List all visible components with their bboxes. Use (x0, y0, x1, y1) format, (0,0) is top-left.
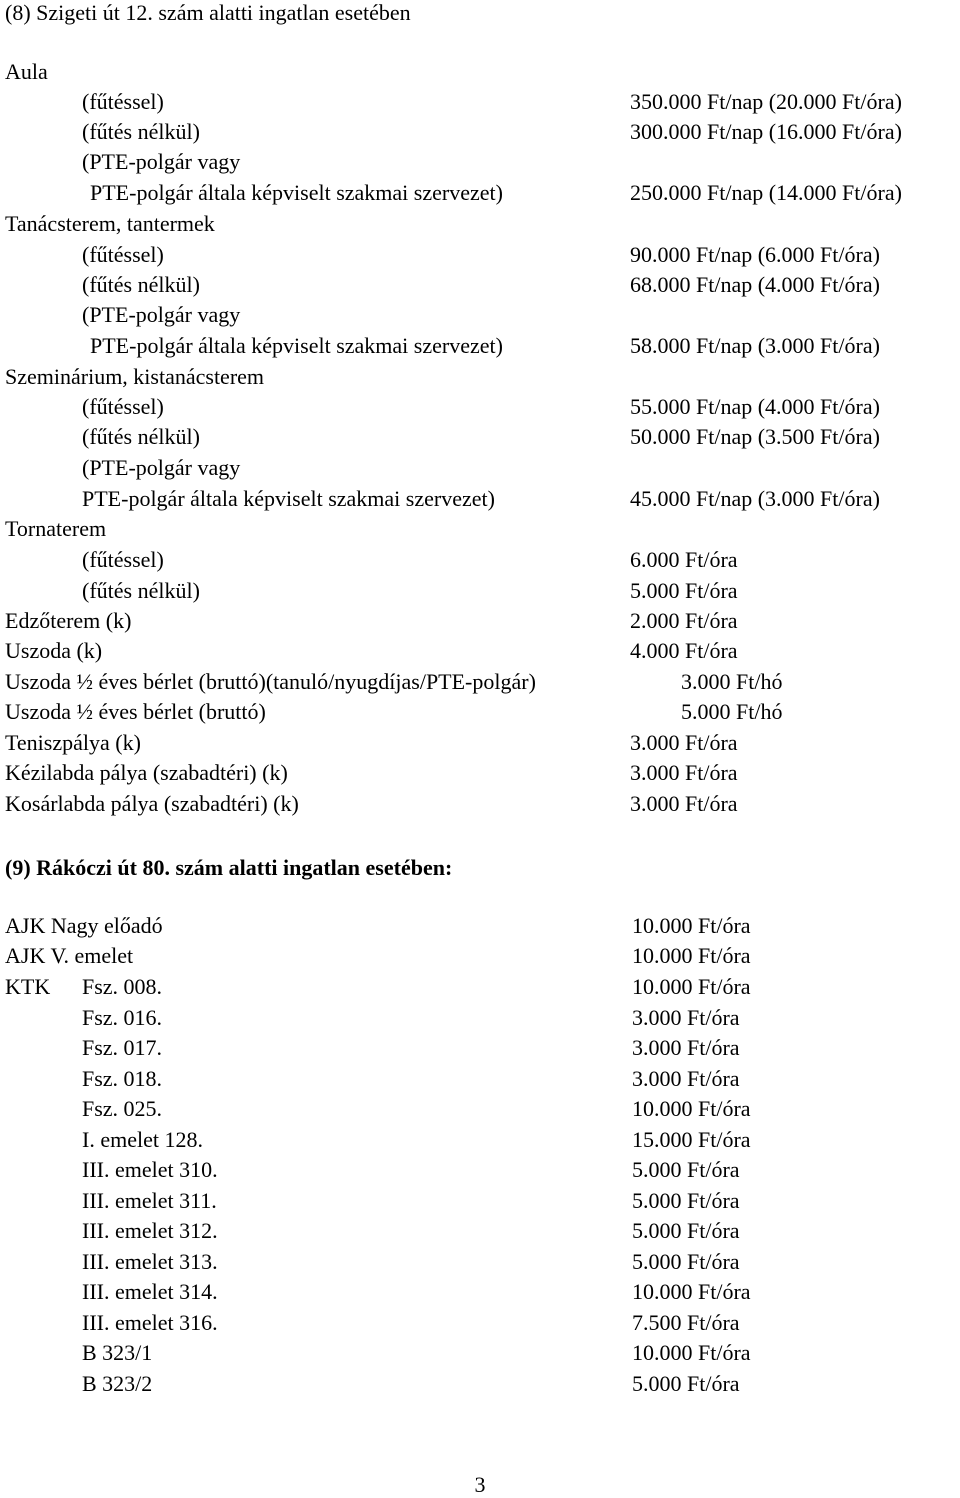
row-value: 3.000 Ft/óra (632, 1066, 740, 1091)
section-9-title: (9) Rákóczi út 80. szám alatti ingatlan esetében: (5, 855, 453, 880)
price-row (0, 1338, 960, 1368)
row-label: Szeminárium, kistanácsterem (5, 364, 265, 389)
price-row (0, 117, 960, 147)
row-value: 50.000 Ft/nap (3.500 Ft/óra) (630, 424, 880, 449)
price-row (0, 362, 960, 392)
price-row (0, 300, 960, 330)
row-label: Uszoda ½ éves bérlet (bruttó) (5, 699, 266, 724)
price-row (0, 1186, 960, 1216)
price-row (0, 484, 960, 514)
row-label: PTE-polgár általa képviselt szakmai szervezet) (90, 333, 503, 358)
row-label: (fűtés nélkül) (82, 578, 200, 603)
row-label: Fsz. 008. (82, 974, 163, 999)
price-row (0, 1247, 960, 1277)
price-row (0, 576, 960, 606)
row-label: Edzőterem (k) (5, 608, 132, 633)
row-label: III. emelet 310. (82, 1157, 218, 1182)
price-row (0, 422, 960, 452)
row-label: I. emelet 128. (82, 1127, 203, 1152)
row-value: 3.000 Ft/óra (632, 1035, 740, 1060)
row-label: B 323/1 (82, 1340, 153, 1365)
row-label: Fsz. 017. (82, 1035, 163, 1060)
price-row (0, 758, 960, 788)
row-label: (fűtéssel) (82, 242, 164, 267)
price-row (0, 1277, 960, 1307)
row-value: 10.000 Ft/óra (632, 1279, 751, 1304)
row-label: Uszoda (k) (5, 638, 103, 663)
row-label: III. emelet 311. (82, 1188, 217, 1213)
row-value: 55.000 Ft/nap (4.000 Ft/óra) (630, 394, 880, 419)
row-value: 10.000 Ft/óra (632, 1096, 751, 1121)
row-value: 90.000 Ft/nap (6.000 Ft/óra) (630, 242, 880, 267)
row-group: AJK V. emelet (5, 943, 134, 968)
row-value: 45.000 Ft/nap (3.000 Ft/óra) (630, 486, 880, 511)
row-value: 58.000 Ft/nap (3.000 Ft/óra) (630, 333, 880, 358)
row-value: 10.000 Ft/óra (632, 913, 751, 938)
price-row (0, 606, 960, 636)
price-row (0, 331, 960, 361)
price-row (0, 514, 960, 544)
row-label: (fűtéssel) (82, 89, 164, 114)
row-value: 5.000 Ft/óra (632, 1157, 740, 1182)
row-value: 5.000 Ft/hó (681, 699, 783, 724)
price-row (0, 911, 960, 941)
price-row (0, 728, 960, 758)
price-row (0, 1216, 960, 1246)
row-value: 10.000 Ft/óra (632, 1340, 751, 1365)
price-row (0, 240, 960, 270)
row-label: PTE-polgár általa képviselt szakmai szervezet) (90, 180, 503, 205)
price-row (0, 270, 960, 300)
row-value: 350.000 Ft/nap (20.000 Ft/óra) (630, 89, 902, 114)
price-row (0, 941, 960, 971)
price-row (0, 1125, 960, 1155)
row-label: (fűtés nélkül) (82, 119, 200, 144)
row-value: 3.000 Ft/óra (630, 730, 738, 755)
row-value: 5.000 Ft/óra (632, 1371, 740, 1396)
price-row (0, 453, 960, 483)
row-label: Tanácsterem, tantermek (5, 211, 215, 236)
price-row (0, 1094, 960, 1124)
row-value: 5.000 Ft/óra (632, 1188, 740, 1213)
row-value: 3.000 Ft/óra (632, 1005, 740, 1030)
row-value: 3.000 Ft/hó (681, 669, 783, 694)
page-number: 3 (474, 1472, 486, 1497)
row-label: B 323/2 (82, 1371, 153, 1396)
row-label: III. emelet 316. (82, 1310, 218, 1335)
price-row (0, 545, 960, 575)
row-value: 5.000 Ft/óra (632, 1218, 740, 1243)
row-label: III. emelet 313. (82, 1249, 218, 1274)
row-value: 10.000 Ft/óra (632, 943, 751, 968)
price-row (0, 1308, 960, 1338)
row-value: 15.000 Ft/óra (632, 1127, 751, 1152)
row-label: (fűtés nélkül) (82, 424, 200, 449)
row-label: (PTE-polgár vagy (82, 149, 241, 174)
price-row (0, 87, 960, 117)
row-label: Fsz. 018. (82, 1066, 163, 1091)
row-label: Aula (5, 59, 48, 84)
row-value: 5.000 Ft/óra (630, 578, 738, 603)
price-row (0, 147, 960, 177)
price-row (0, 57, 960, 87)
price-row (0, 697, 960, 727)
row-label: Kézilabda pálya (szabadtéri) (k) (5, 760, 288, 785)
row-label: Fsz. 016. (82, 1005, 163, 1030)
price-row (0, 1003, 960, 1033)
price-row (0, 972, 960, 1002)
price-row (0, 1064, 960, 1094)
price-row (0, 209, 960, 239)
price-row (0, 789, 960, 819)
price-row (0, 636, 960, 666)
row-value: 3.000 Ft/óra (630, 791, 738, 816)
row-value: 3.000 Ft/óra (630, 760, 738, 785)
row-value: 2.000 Ft/óra (630, 608, 738, 633)
row-label: (fűtés nélkül) (82, 272, 200, 297)
row-label: (PTE-polgár vagy (82, 302, 241, 327)
price-row (0, 667, 960, 697)
row-value: 4.000 Ft/óra (630, 638, 738, 663)
row-label: (fűtéssel) (82, 394, 164, 419)
row-value: 68.000 Ft/nap (4.000 Ft/óra) (630, 272, 880, 297)
price-row (0, 1155, 960, 1185)
price-row (0, 392, 960, 422)
row-label: Tornaterem (5, 516, 107, 541)
row-value: 250.000 Ft/nap (14.000 Ft/óra) (630, 180, 902, 205)
row-label: PTE-polgár általa képviselt szakmai szervezet) (82, 486, 495, 511)
row-label: Fsz. 025. (82, 1096, 163, 1121)
row-group: KTK (5, 974, 51, 999)
row-group: AJK Nagy előadó (5, 913, 163, 938)
row-label: III. emelet 312. (82, 1218, 218, 1243)
row-label: III. emelet 314. (82, 1279, 218, 1304)
section-8-title: (8) Szigeti út 12. szám alatti ingatlan esetében (5, 0, 411, 25)
price-row (0, 1033, 960, 1063)
row-label: (fűtéssel) (82, 547, 164, 572)
row-label: Teniszpálya (k) (5, 730, 141, 755)
price-row (0, 178, 960, 208)
row-label: (PTE-polgár vagy (82, 455, 241, 480)
row-value: 5.000 Ft/óra (632, 1249, 740, 1274)
row-value: 300.000 Ft/nap (16.000 Ft/óra) (630, 119, 902, 144)
row-label: Uszoda ½ éves bérlet (bruttó)(tanuló/nyugdíjas/PTE-polgár) (5, 669, 536, 694)
row-label: Kosárlabda pálya (szabadtéri) (k) (5, 791, 299, 816)
price-row (0, 1369, 960, 1399)
row-value: 7.500 Ft/óra (632, 1310, 740, 1335)
row-value: 6.000 Ft/óra (630, 547, 738, 572)
row-value: 10.000 Ft/óra (632, 974, 751, 999)
